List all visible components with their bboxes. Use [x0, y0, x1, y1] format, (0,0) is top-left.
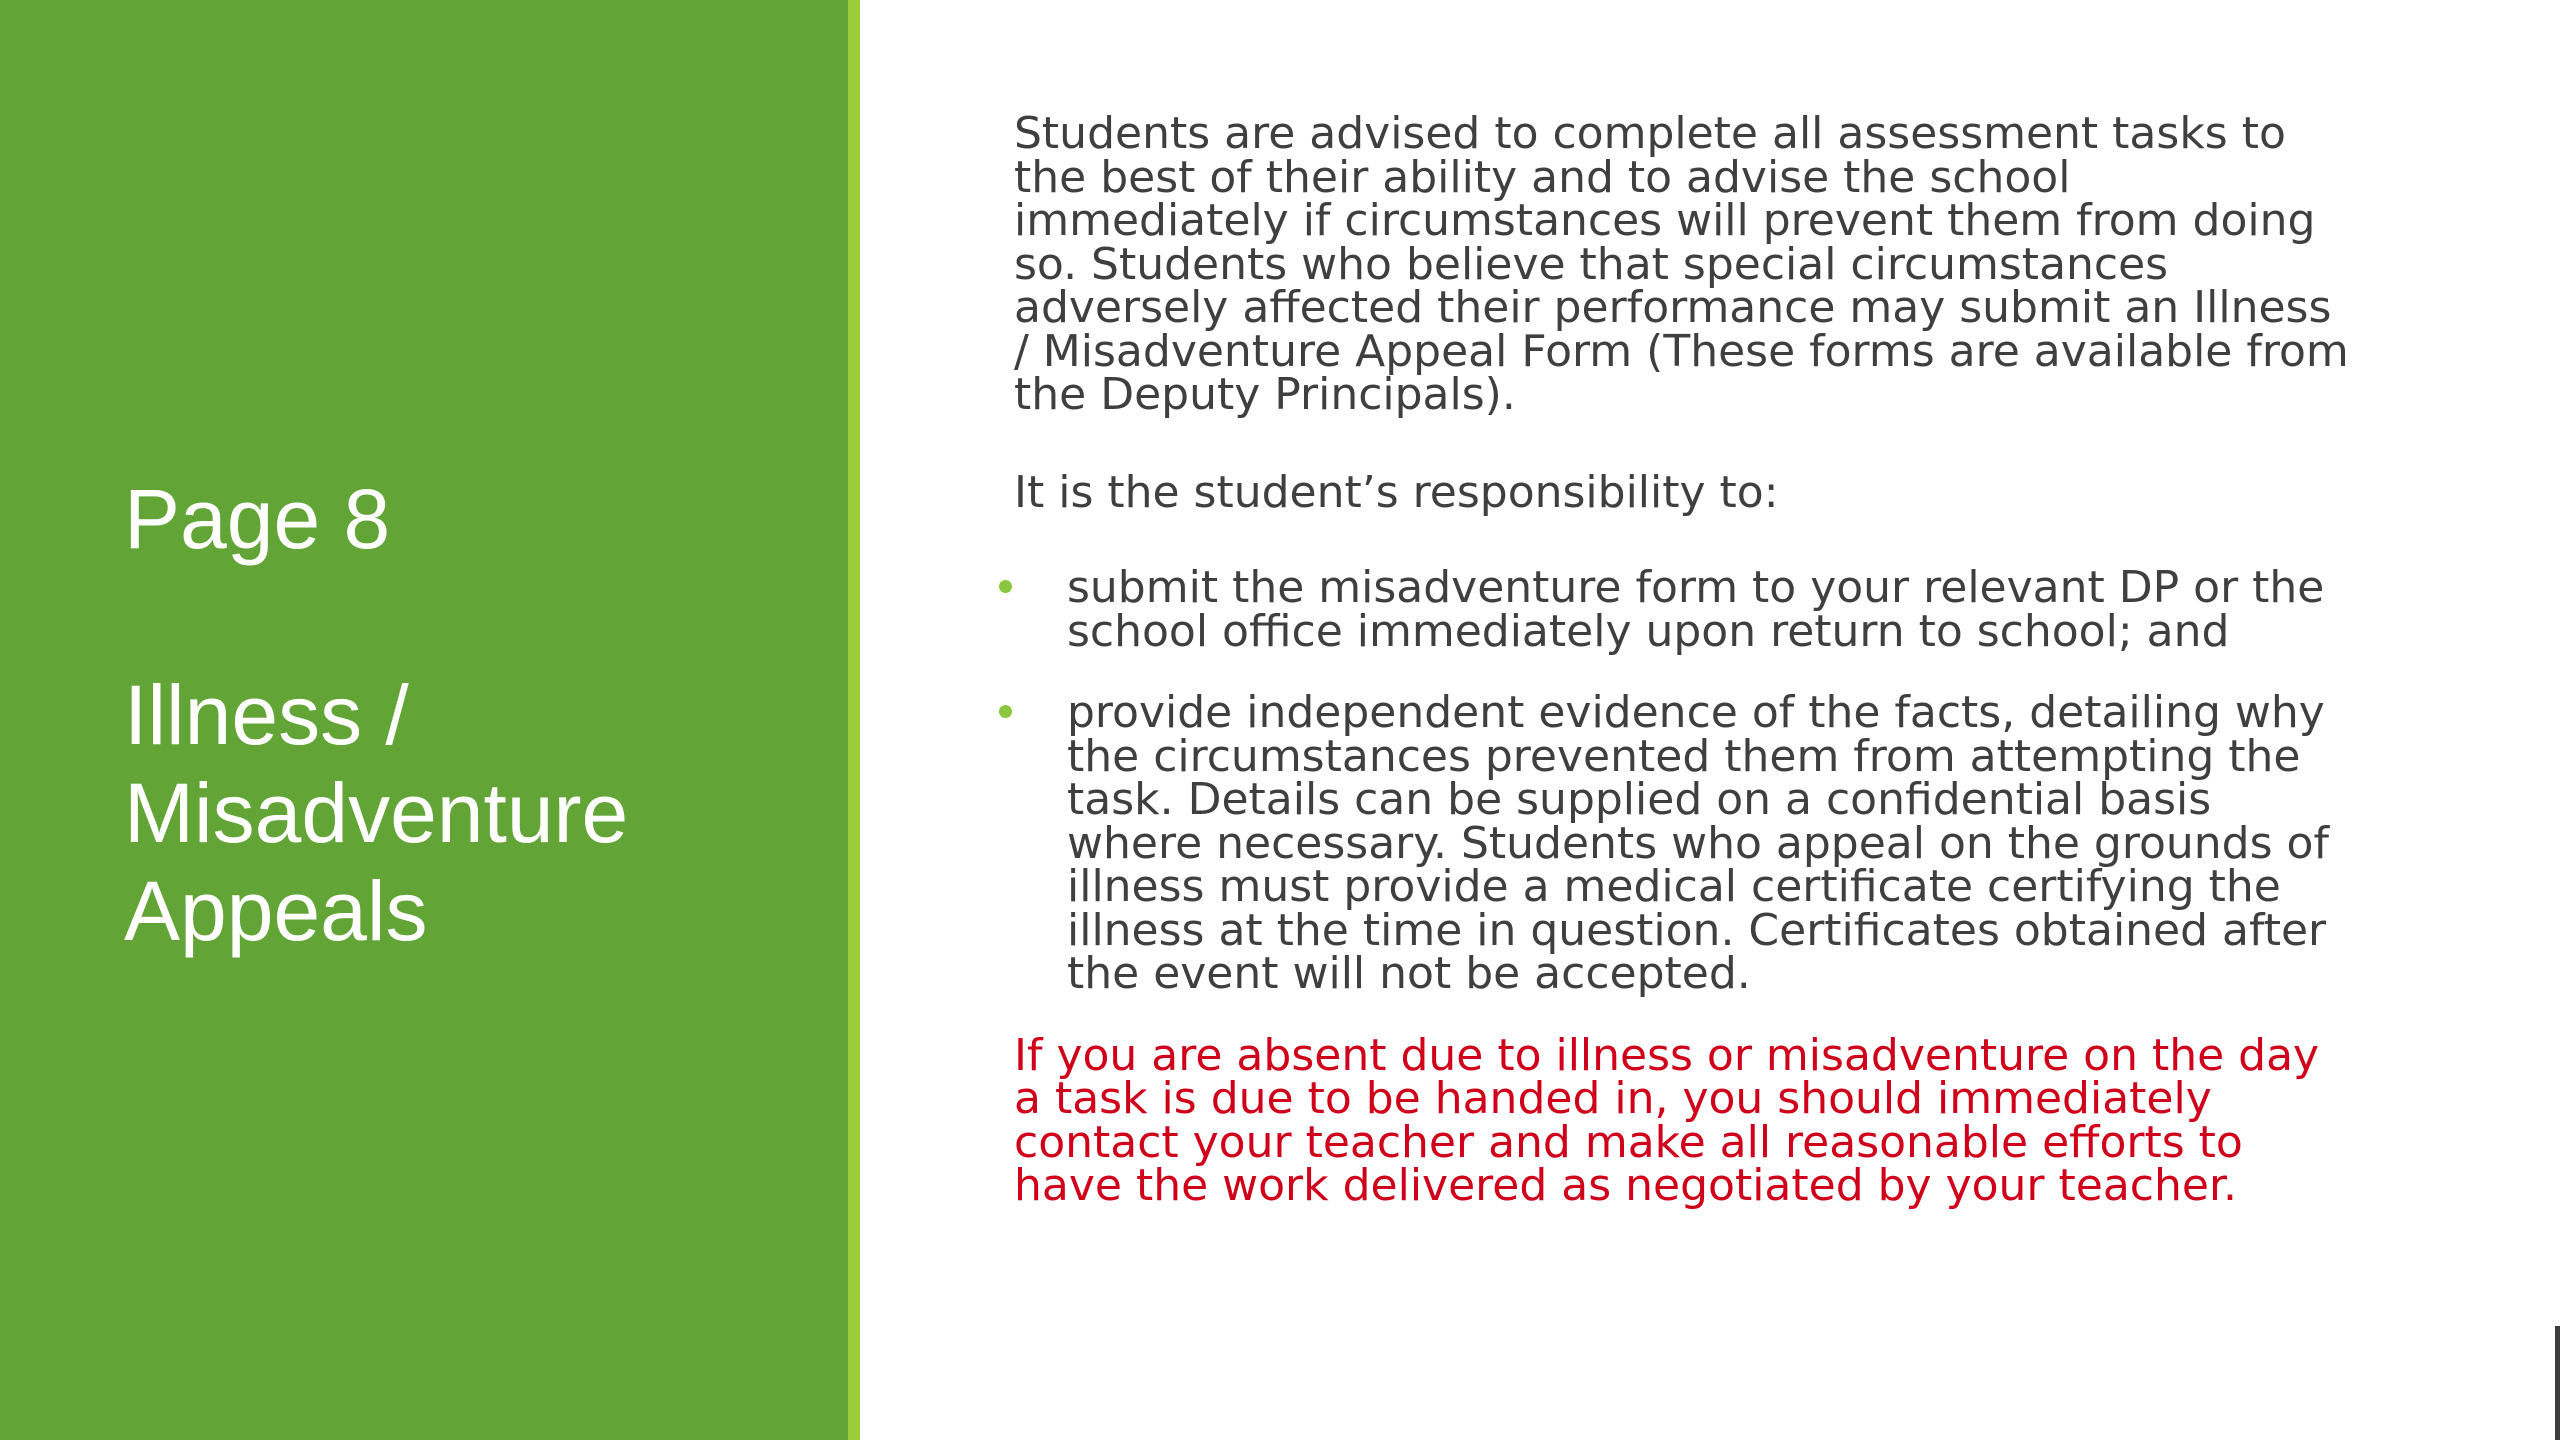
bullet-text: provide independent evidence of the facts, detailing why the circumstances prevented them from attempting the task. Details can be supplied on a confidential basis where necessary. Students who appeal on the grounds of illness must provide a medical certificate certifying the illness at the time in question. Certificates obtained after the event will not be accepted. — [1067, 687, 2329, 999]
list-item — [1014, 687, 2354, 999]
responsibility-heading: It is the student’s responsibility to: — [1014, 466, 1779, 518]
accent-divider — [848, 0, 860, 1440]
warning-paragraph: If you are absent due to illness or misadventure on the day a task is due to be handed in, you should immediately contact your teacher and make all reasonable efforts to have the work delivered as negotiated by your teacher. — [1014, 1029, 2320, 1211]
content-area — [1014, 108, 2354, 1211]
slide-title-line-3: Appeals — [124, 864, 428, 958]
bullet-icon — [999, 580, 1012, 593]
slide-title — [124, 666, 824, 960]
bullet-icon — [999, 705, 1012, 718]
title-panel — [0, 0, 848, 1440]
bullet-text: submit the misadventure form to your relevant DP or the school office immediately upon return to school; and — [1067, 562, 2325, 657]
list-item — [1014, 562, 2354, 657]
edge-mark — [2555, 1326, 2560, 1440]
slide-title-line-1: Illness / — [124, 668, 409, 762]
slide-title-line-2: Misadventure — [124, 766, 629, 860]
responsibility-list — [1014, 562, 2354, 999]
intro-paragraph: Students are advised to complete all assessment tasks to the best of their ability and to advise the school immediately if circumstances will prevent them from doing so. Students who believe that special circumstances adversely affected their performance may submit an Illness / Misadventure Appeal Form (These forms are available from the Deputy Principals). — [1014, 108, 2349, 420]
page-label: Page 8 — [124, 472, 391, 566]
title-block — [124, 470, 824, 960]
